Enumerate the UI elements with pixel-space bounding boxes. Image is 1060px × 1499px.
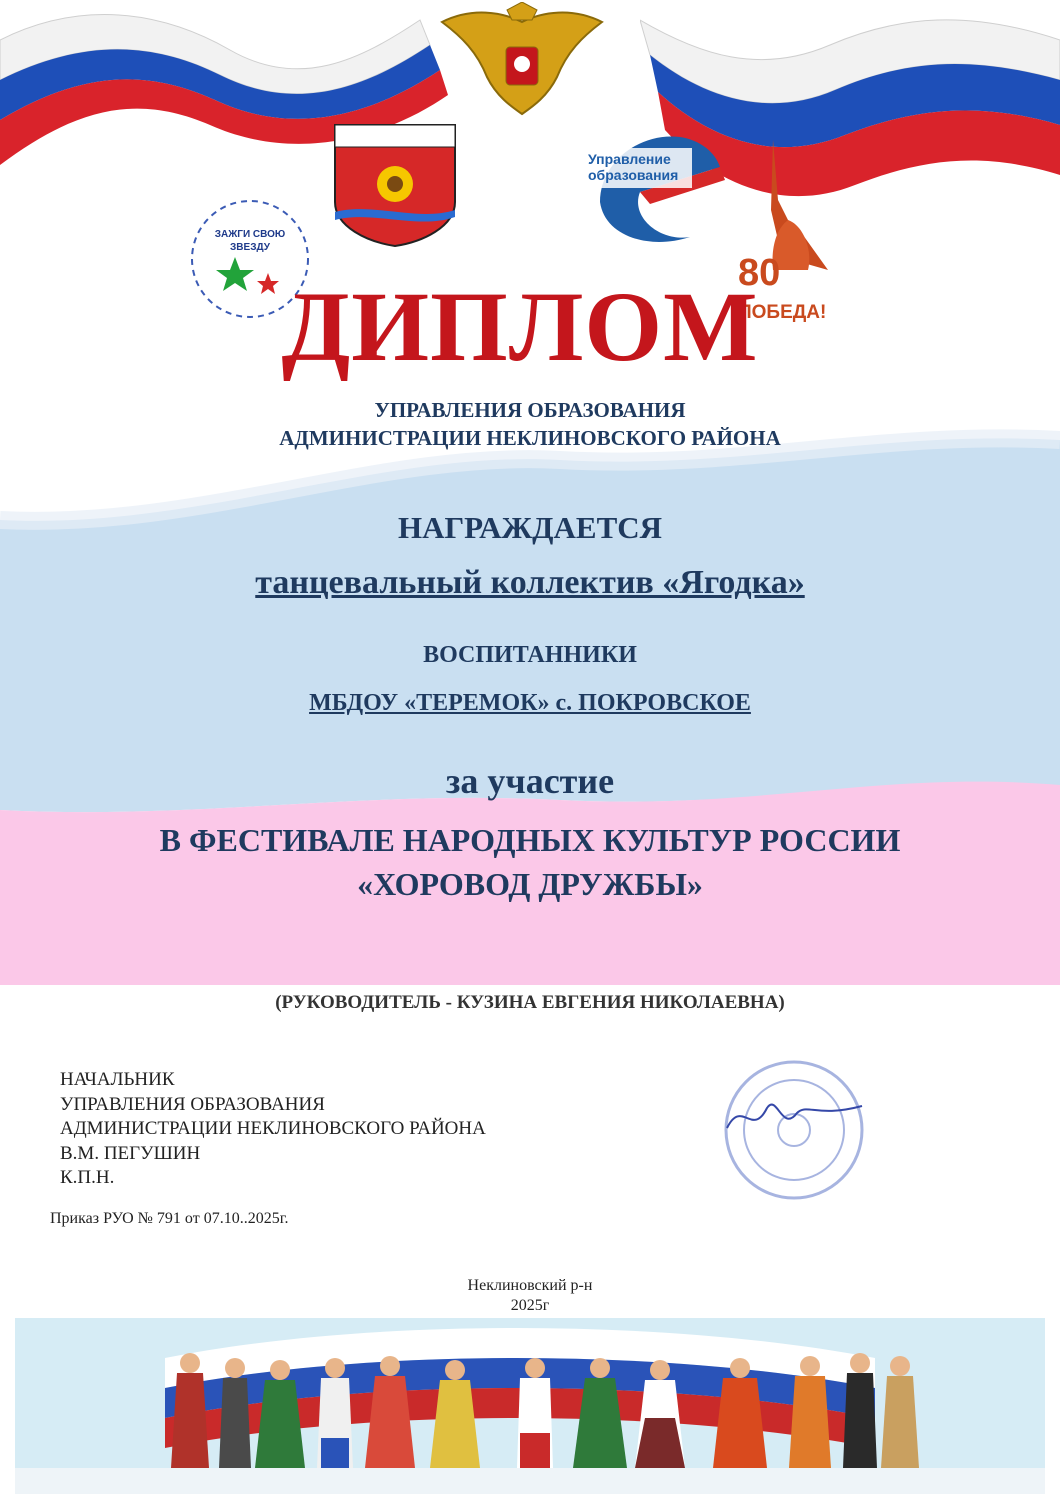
education-department-logo [580, 122, 730, 250]
awarded-heading: НАГРАЖДАЕТСЯ [397, 510, 663, 545]
institution-name: МБДОУ «ТЕРЕМОК» с. ПОКРОВСКОЕ [309, 690, 751, 716]
signatory-dept: УПРАВЛЕНИЯ ОБРАЗОВАНИЯ [60, 1093, 325, 1115]
svg-text:ЗАЖГИ СВОЮ: ЗАЖГИ СВОЮ [214, 229, 286, 240]
signatory-name: В.М. ПЕГУШИН [60, 1142, 201, 1164]
diploma-title: ДИПЛОМ [281, 271, 759, 382]
signatory-position: НАЧАЛЬНИК [60, 1069, 175, 1090]
recipient-name: танцевальный коллектив «Ягодка» [255, 564, 805, 601]
svg-text:образования: образования [588, 167, 679, 183]
event-line-2: «ХОРОВОД ДРУЖБЫ» [357, 866, 703, 902]
order-reference: Приказ РУО № 791 от 07.10..2025г. [50, 1210, 289, 1227]
svg-text:80: 80 [738, 252, 781, 294]
participation-label: за участие [445, 761, 615, 801]
event-line-1: В ФЕСТИВАЛЕ НАРОДНЫХ КУЛЬТУР РОССИИ [159, 822, 901, 858]
svg-text:ПОБЕДА!: ПОБЕДА! [738, 302, 827, 323]
signatory-block [60, 1068, 486, 1191]
place-year: 2025г [510, 1297, 550, 1314]
district-coat-of-arms-icon [332, 122, 458, 248]
pupils-label: ВОСПИТАННИКИ [423, 642, 637, 668]
issuer-line-2: АДМИНИСТРАЦИИ НЕКЛИНОВСКОГО РАЙОНА [279, 426, 781, 450]
leader-line: (РУКОВОДИТЕЛЬ - КУЗИНА ЕВГЕНИЯ НИКОЛАЕВНА) [275, 992, 785, 1013]
official-stamp-icon [722, 1058, 867, 1203]
signatory-admin: АДМИНИСТРАЦИИ НЕКЛИНОВСКОГО РАЙОНА [60, 1118, 486, 1139]
signatory-degree: К.П.Н. [60, 1167, 115, 1188]
issuer-line-1: УПРАВЛЕНИЯ ОБРАЗОВАНИЯ [374, 398, 686, 422]
coat-of-arms-icon [432, 2, 612, 120]
place-district: Неклиновский р-н [467, 1277, 593, 1294]
place-and-year [0, 1276, 1060, 1316]
folk-dance-illustration [15, 1318, 1045, 1494]
svg-text:ЗВЕЗДУ: ЗВЕЗДУ [230, 242, 270, 253]
svg-text:Управление: Управление [588, 151, 671, 167]
